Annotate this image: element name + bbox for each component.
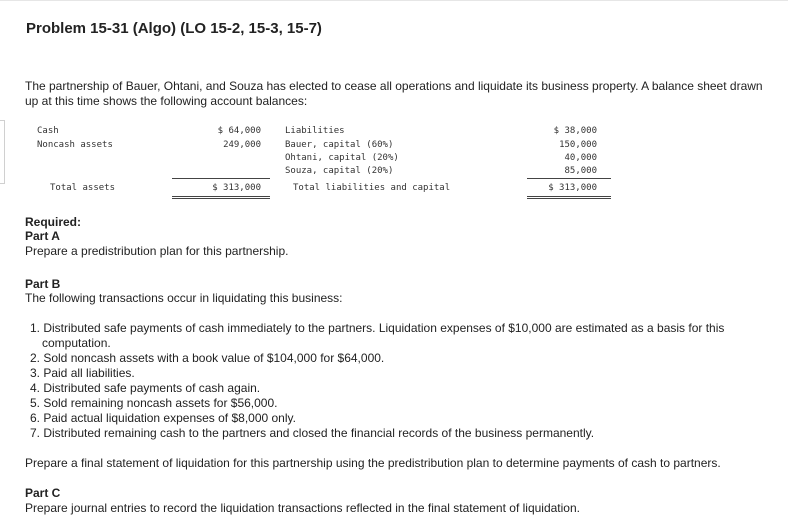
- table-left-edge: [0, 120, 5, 184]
- lc-amount-souza: 85,000: [564, 166, 597, 176]
- lc-label-ohtani: Ohtani, capital (20%): [285, 153, 399, 163]
- list-item: 7. Distributed remaining cash to the partners and closed the financial records of the business permanently.: [30, 426, 595, 440]
- lc-label-bauer: Bauer, capital (60%): [285, 140, 394, 150]
- lc-subtotal-rule: [527, 178, 611, 179]
- lc-amount-bauer: 150,000: [559, 140, 597, 150]
- asset-label-noncash: Noncash assets: [37, 140, 113, 150]
- part-b-intro: The following transactions occur in liquidating this business:: [25, 291, 343, 305]
- problem-intro: The partnership of Bauer, Ohtani, and Souza has elected to cease all operations and liquidate its business property. A balance sheet drawn up at this time shows the following account balances:: [25, 79, 763, 108]
- lc-total-rule-2: [527, 198, 611, 199]
- assets-total-rule-1: [172, 196, 270, 197]
- part-c-text: Prepare journal entries to record the liquidation transactions reflected in the final statement of liquidation.: [25, 501, 580, 515]
- lc-label-souza: Souza, capital (20%): [285, 166, 394, 176]
- asset-label-cash: Cash: [37, 126, 59, 136]
- part-b-final-instruction: Prepare a final statement of liquidation for this partnership using the predistribution plan to determine payments of cash to partners.: [25, 456, 721, 470]
- list-item: 6. Paid actual liquidation expenses of $8,000 only.: [30, 411, 296, 425]
- asset-amount-noncash: 249,000: [223, 140, 261, 150]
- transaction-list: [30, 321, 770, 441]
- total-lc-amount: $ 313,000: [548, 183, 597, 193]
- part-a-text: Prepare a predistribution plan for this partnership.: [25, 244, 289, 258]
- required-heading: Required:: [25, 215, 82, 229]
- total-assets-amount: $ 313,000: [212, 183, 261, 193]
- part-c-heading: Part C: [25, 486, 61, 500]
- page-title: Problem 15-31 (Algo) (LO 15-2, 15-3, 15-7): [26, 20, 322, 37]
- top-divider: [0, 0, 788, 1]
- lc-label-liabilities: Liabilities: [285, 126, 345, 136]
- total-lc-label: Total liabilities and capital: [293, 183, 451, 193]
- lc-total-rule-1: [527, 196, 611, 197]
- assets-total-rule-2: [172, 198, 270, 199]
- lc-amount-ohtani: 40,000: [564, 153, 597, 163]
- part-a-heading: Part A: [25, 229, 60, 243]
- list-item: 1. Distributed safe payments of cash immediately to the partners. Liquidation expenses of $10,000 are estimated as a basis for this computation.: [30, 321, 725, 350]
- asset-amount-cash: $ 64,000: [217, 126, 261, 136]
- list-item: 3. Paid all liabilities.: [30, 366, 135, 380]
- list-item: 4. Distributed safe payments of cash again.: [30, 381, 261, 395]
- part-b-heading: Part B: [25, 277, 61, 291]
- list-item: 5. Sold remaining noncash assets for $56,000.: [30, 396, 278, 410]
- lc-amount-liabilities: $ 38,000: [553, 126, 597, 136]
- total-assets-label: Total assets: [50, 183, 116, 193]
- assets-subtotal-rule: [172, 178, 270, 179]
- list-item: 2. Sold noncash assets with a book value of $104,000 for $64,000.: [30, 351, 385, 365]
